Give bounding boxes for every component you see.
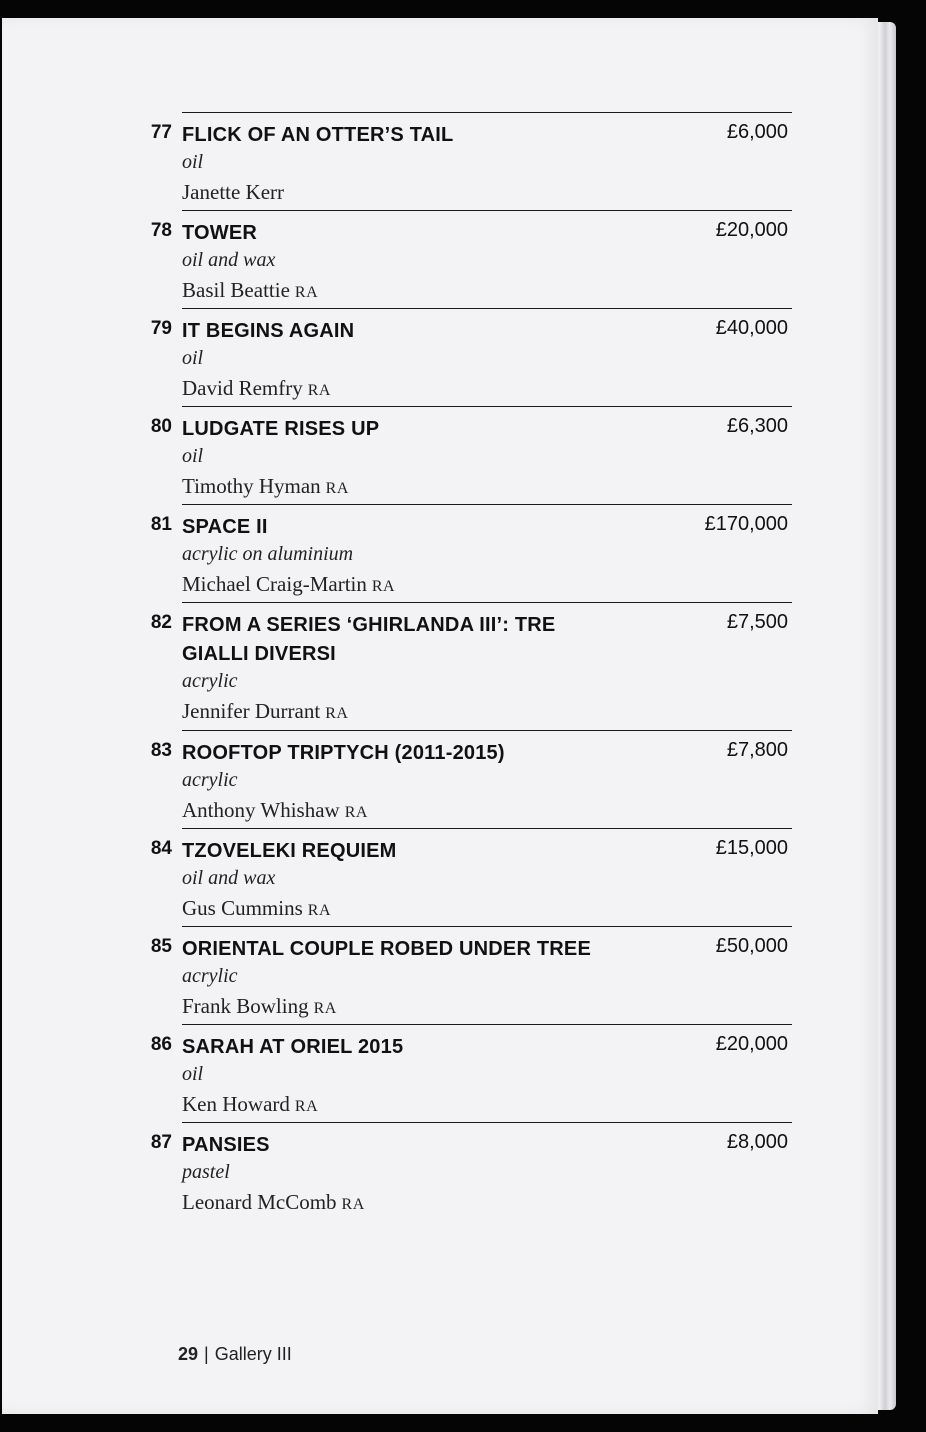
catalogue-entry	[142, 602, 792, 728]
artist-line	[182, 699, 348, 724]
ra-suffix: RA	[325, 480, 349, 497]
artist-line	[182, 896, 331, 921]
artwork-price: £8,000	[726, 1131, 788, 1153]
artwork-medium: oil and wax	[182, 867, 276, 889]
catalogue-page	[2, 18, 878, 1414]
entry-number: 81	[150, 514, 172, 535]
artist-line	[182, 572, 395, 597]
artwork-title: FROM A SERIES ‘GHIRLANDA III’: TRE GIALLI DIVERSI	[182, 614, 556, 665]
divider	[182, 730, 792, 731]
artwork-medium: acrylic	[182, 769, 238, 791]
artist-name: Basil Beattie	[182, 278, 290, 302]
artwork-medium: pastel	[182, 1161, 230, 1183]
entry-number: 84	[150, 838, 172, 859]
artwork-title: FLICK OF AN OTTER’S TAIL	[182, 124, 454, 146]
ra-suffix: RA	[313, 1000, 337, 1017]
entry-number: 85	[150, 936, 172, 957]
ra-suffix: RA	[294, 284, 319, 301]
artist-name: Timothy Hyman	[182, 474, 321, 498]
catalogue-entry	[142, 1024, 792, 1122]
artist-line	[182, 180, 284, 205]
ra-suffix: RA	[344, 804, 368, 821]
artwork-title: PANSIES	[182, 1134, 270, 1156]
catalogue-entry	[142, 308, 792, 406]
entry-number: 80	[150, 416, 172, 437]
artist-name: David Remfry	[182, 376, 303, 400]
entry-number: 79	[150, 318, 172, 339]
divider	[182, 504, 792, 505]
artwork-medium: oil and wax	[182, 249, 276, 271]
artist-name: Michael Craig-Martin	[182, 572, 367, 596]
catalogue-entry	[142, 730, 792, 828]
artwork-medium: oil	[182, 445, 204, 467]
entry-number: 86	[150, 1034, 172, 1055]
artist-line	[182, 474, 349, 499]
artwork-medium: acrylic on aluminium	[182, 543, 354, 565]
artist-line	[182, 278, 318, 303]
artwork-medium: acrylic	[182, 965, 238, 987]
ra-suffix: RA	[307, 382, 331, 399]
divider	[182, 210, 792, 211]
artwork-title: SPACE II	[182, 516, 268, 538]
divider	[182, 926, 792, 927]
artist-name: Janette Kerr	[182, 180, 285, 204]
artist-name: Ken Howard	[182, 1092, 290, 1116]
entry-number: 83	[150, 740, 172, 761]
artwork-price: £15,000	[715, 837, 788, 859]
artwork-title: ROOFTOP TRIPTYCH (2011-2015)	[182, 742, 505, 764]
artwork-price: £7,500	[726, 611, 788, 633]
catalogue-entry	[142, 828, 792, 926]
catalogue-entry	[142, 504, 792, 602]
artist-name: Frank Bowling	[182, 994, 309, 1018]
artwork-title: TOWER	[182, 222, 258, 244]
divider	[182, 308, 792, 309]
divider	[182, 1024, 792, 1025]
catalogue-entry	[142, 406, 792, 504]
entry-number: 77	[150, 122, 172, 143]
artwork-price: £20,000	[715, 1033, 788, 1055]
entry-number: 87	[150, 1132, 172, 1153]
artwork-price: £6,300	[726, 415, 788, 437]
divider	[182, 112, 792, 113]
artwork-price: £40,000	[715, 317, 788, 339]
artist-name: Jennifer Durrant	[182, 699, 321, 723]
artist-name: Gus Cummins	[182, 896, 303, 920]
catalogue-entry	[142, 112, 792, 210]
ra-suffix: RA	[371, 578, 396, 595]
artist-line	[182, 376, 331, 401]
ra-suffix: RA	[325, 705, 349, 722]
artist-name: Anthony Whishaw	[182, 798, 340, 822]
artwork-medium: oil	[182, 151, 204, 173]
entry-number: 82	[150, 612, 172, 633]
artwork-title: TZOVELEKI REQUIEM	[182, 840, 397, 862]
divider	[182, 602, 792, 603]
section-name: Gallery III	[214, 1344, 292, 1364]
artist-line	[182, 798, 368, 823]
artist-line	[182, 994, 337, 1019]
ra-suffix: RA	[341, 1196, 365, 1213]
artwork-medium: oil	[182, 1063, 204, 1085]
divider	[182, 828, 792, 829]
artwork-medium: acrylic	[182, 670, 238, 692]
divider	[182, 1122, 792, 1123]
artist-line	[182, 1092, 318, 1117]
ra-suffix: RA	[294, 1098, 319, 1115]
footer-separator: |	[204, 1344, 209, 1364]
page-number: 29	[178, 1344, 199, 1364]
artwork-price: £6,000	[726, 121, 788, 143]
divider	[182, 406, 792, 407]
artwork-price: £170,000	[704, 513, 788, 535]
artist-line	[182, 1190, 365, 1215]
entry-number: 78	[150, 220, 172, 241]
artwork-title: IT BEGINS AGAIN	[182, 320, 355, 342]
artist-name: Leonard McComb	[182, 1190, 337, 1214]
artwork-title: ORIENTAL COUPLE ROBED UNDER TREE	[182, 938, 592, 960]
artwork-medium: oil	[182, 347, 204, 369]
artwork-price: £7,800	[726, 739, 788, 761]
catalogue-entry	[142, 926, 792, 1024]
artwork-price: £50,000	[715, 935, 788, 957]
artwork-title: LUDGATE RISES UP	[182, 418, 380, 440]
catalogue-entry	[142, 1122, 792, 1220]
catalogue-entry	[142, 210, 792, 308]
artwork-title: SARAH AT ORIEL 2015	[182, 1036, 404, 1058]
page-footer	[178, 1344, 292, 1365]
artwork-price: £20,000	[715, 219, 788, 241]
ra-suffix: RA	[307, 902, 332, 919]
